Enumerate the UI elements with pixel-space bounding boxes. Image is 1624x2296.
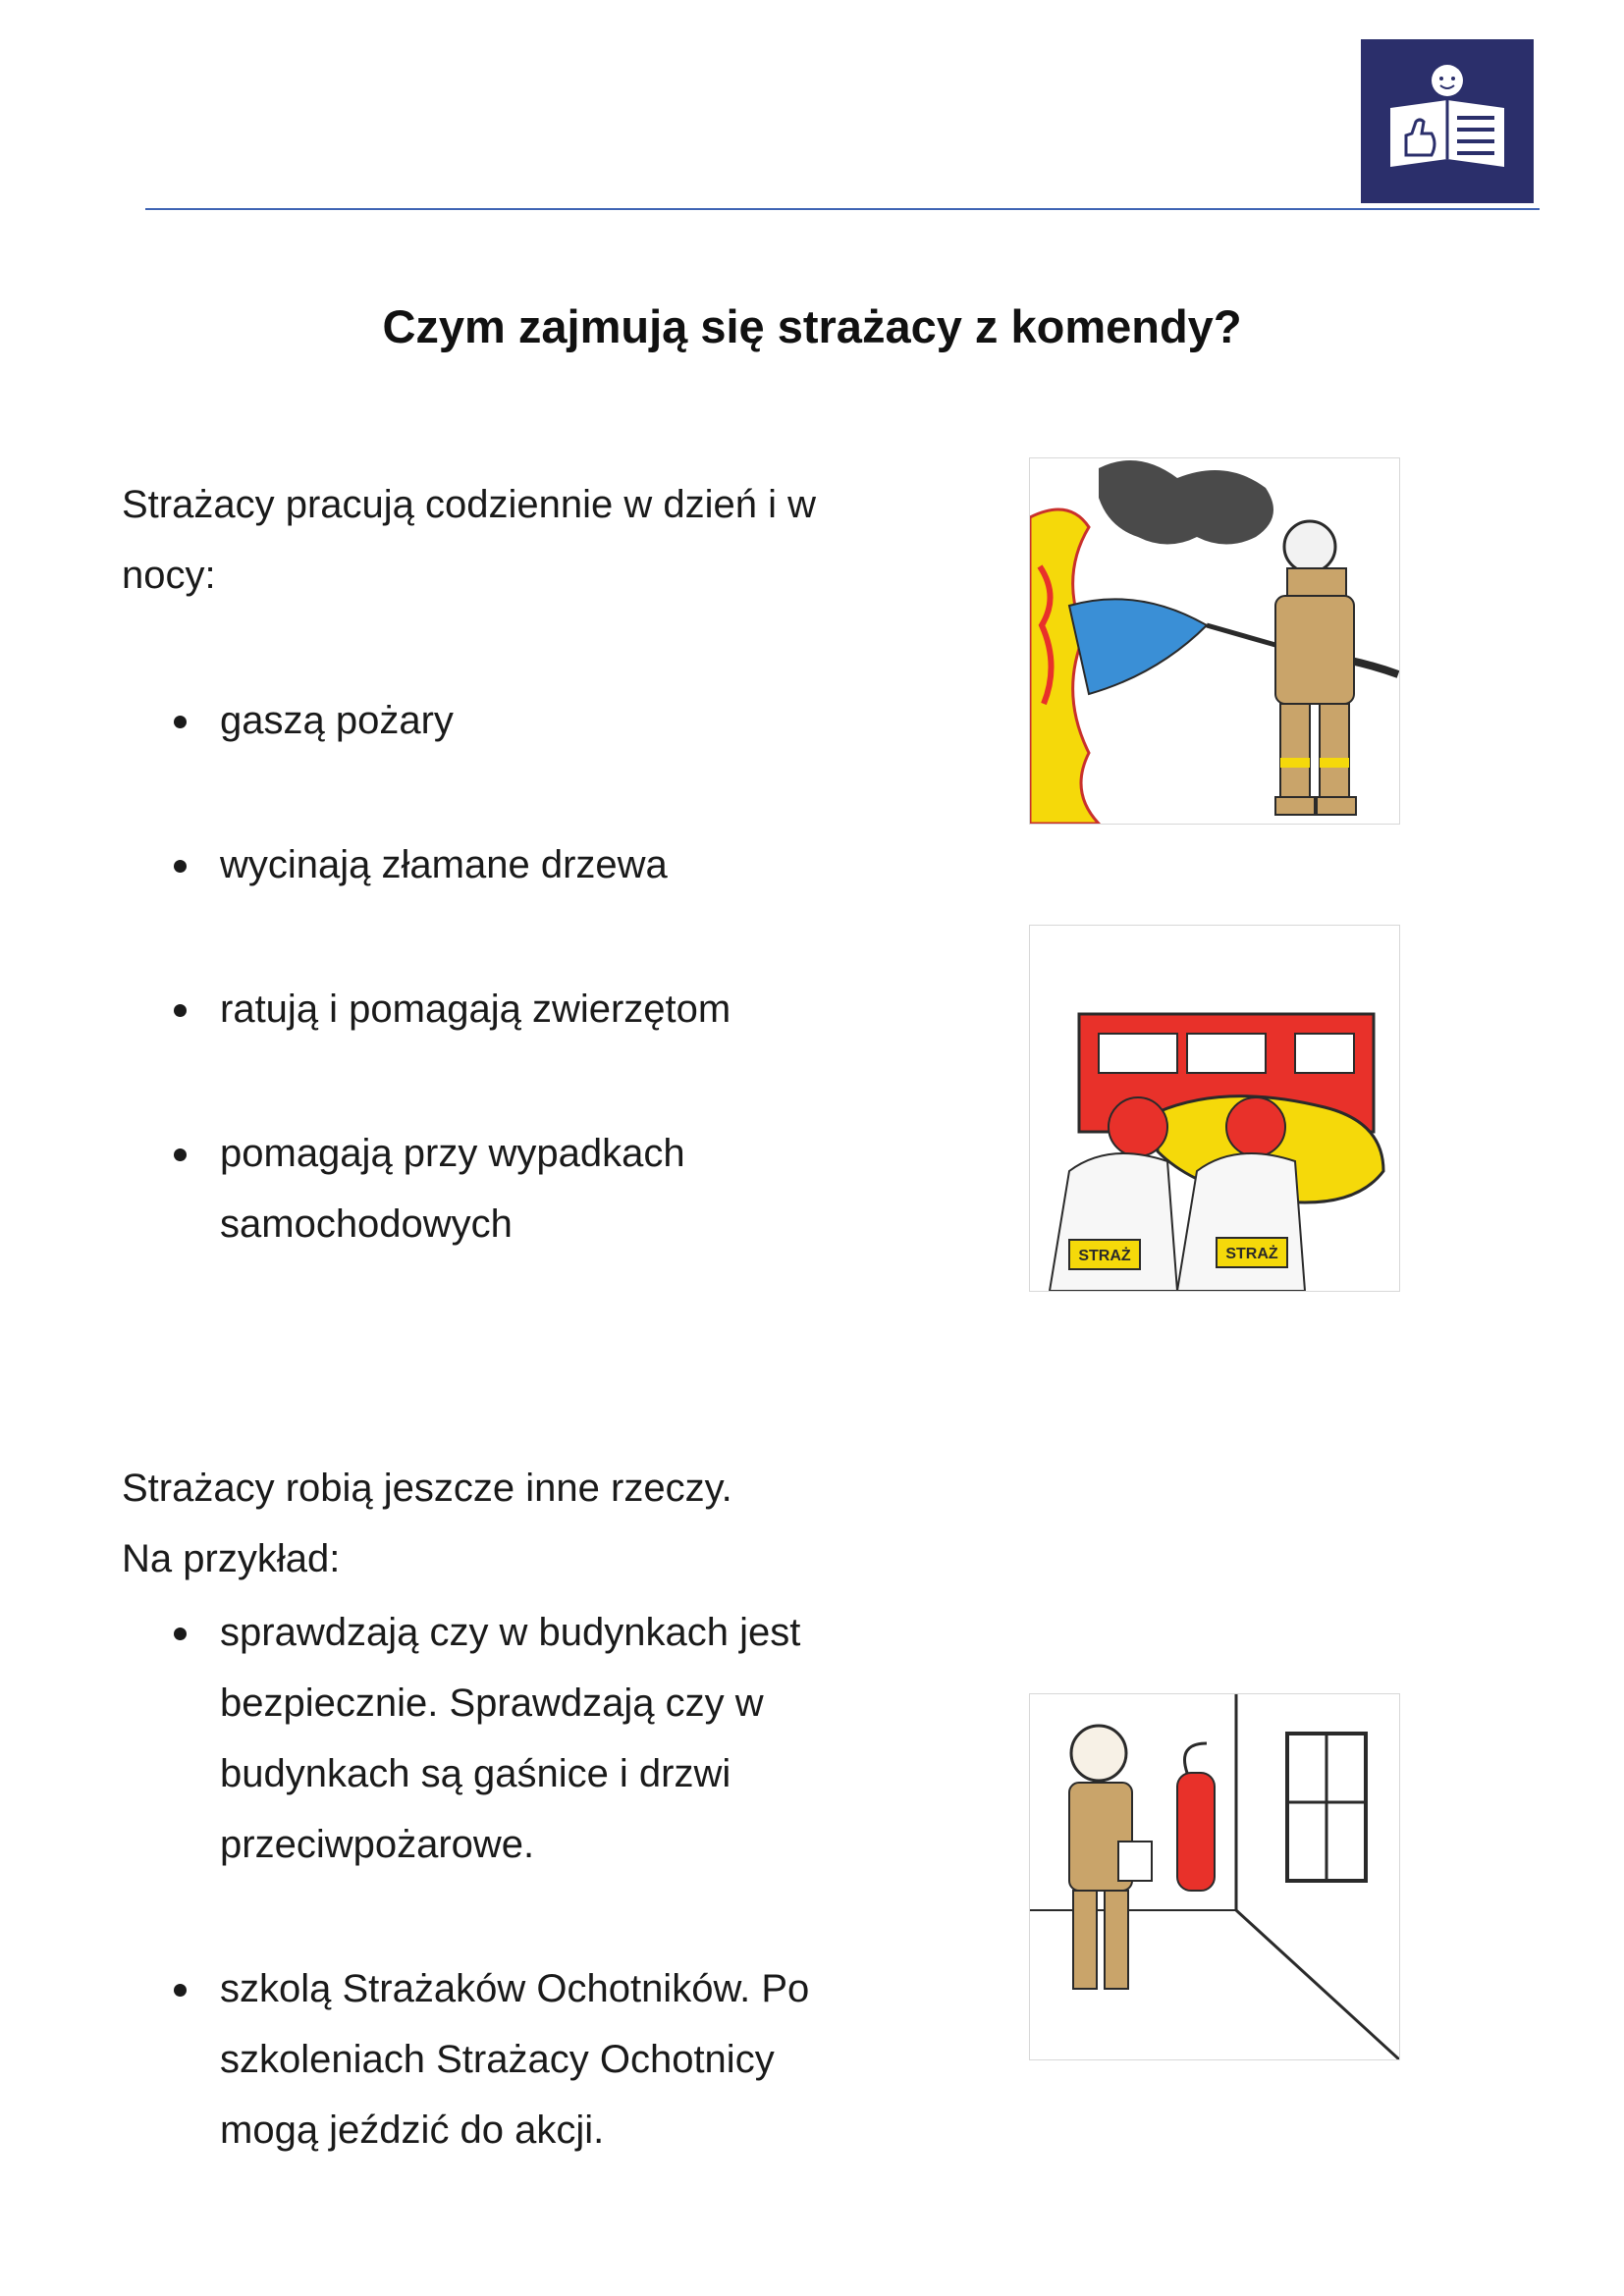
other-duties-list [167, 1597, 854, 1880]
intro-line-1: Strażacy robią jeszcze inne rzeczy. [122, 1467, 732, 1510]
duties-list [167, 1118, 756, 1259]
duties-list [167, 974, 731, 1044]
list-item: sprawdzają czy w budynkach jest bezpiecznie. Sprawdzają czy w budynkach są gaśnice i drzwi przeciwpożarowe. [167, 1597, 854, 1880]
fire-inspection-illustration [1029, 1693, 1400, 2060]
easy-to-read-logo [1361, 39, 1534, 203]
accident-rescue-illustration [1029, 925, 1400, 1292]
badge-text-left: STRAŻ [1078, 1248, 1131, 1264]
duties-list [167, 829, 668, 900]
intro-line-2: Na przykład: [122, 1537, 341, 1580]
list-item: szkolą Strażaków Ochotników. Po szkoleniach Strażacy Ochotnicy mogą jeździć do akcji. [167, 1953, 854, 2165]
intro-paragraph: Strażacy pracują codziennie w dzień i w nocy: [122, 483, 817, 597]
list-item: pomagają przy wypadkach samochodowych [167, 1118, 756, 1259]
header-rule [145, 208, 1540, 210]
firefighter-hose-illustration [1029, 457, 1400, 825]
list-item: wycinają złamane drzewa [167, 829, 668, 900]
duties-list [167, 685, 454, 756]
page-title: Czym zajmują się strażacy z komendy? [382, 300, 1242, 352]
other-duties-list [167, 1953, 854, 2165]
list-item: gaszą pożary [167, 685, 454, 756]
easy-to-read-logo-icon [1361, 39, 1534, 203]
list-item: ratują i pomagają zwierzętom [167, 974, 731, 1044]
badge-text-right: STRAŻ [1225, 1246, 1278, 1262]
